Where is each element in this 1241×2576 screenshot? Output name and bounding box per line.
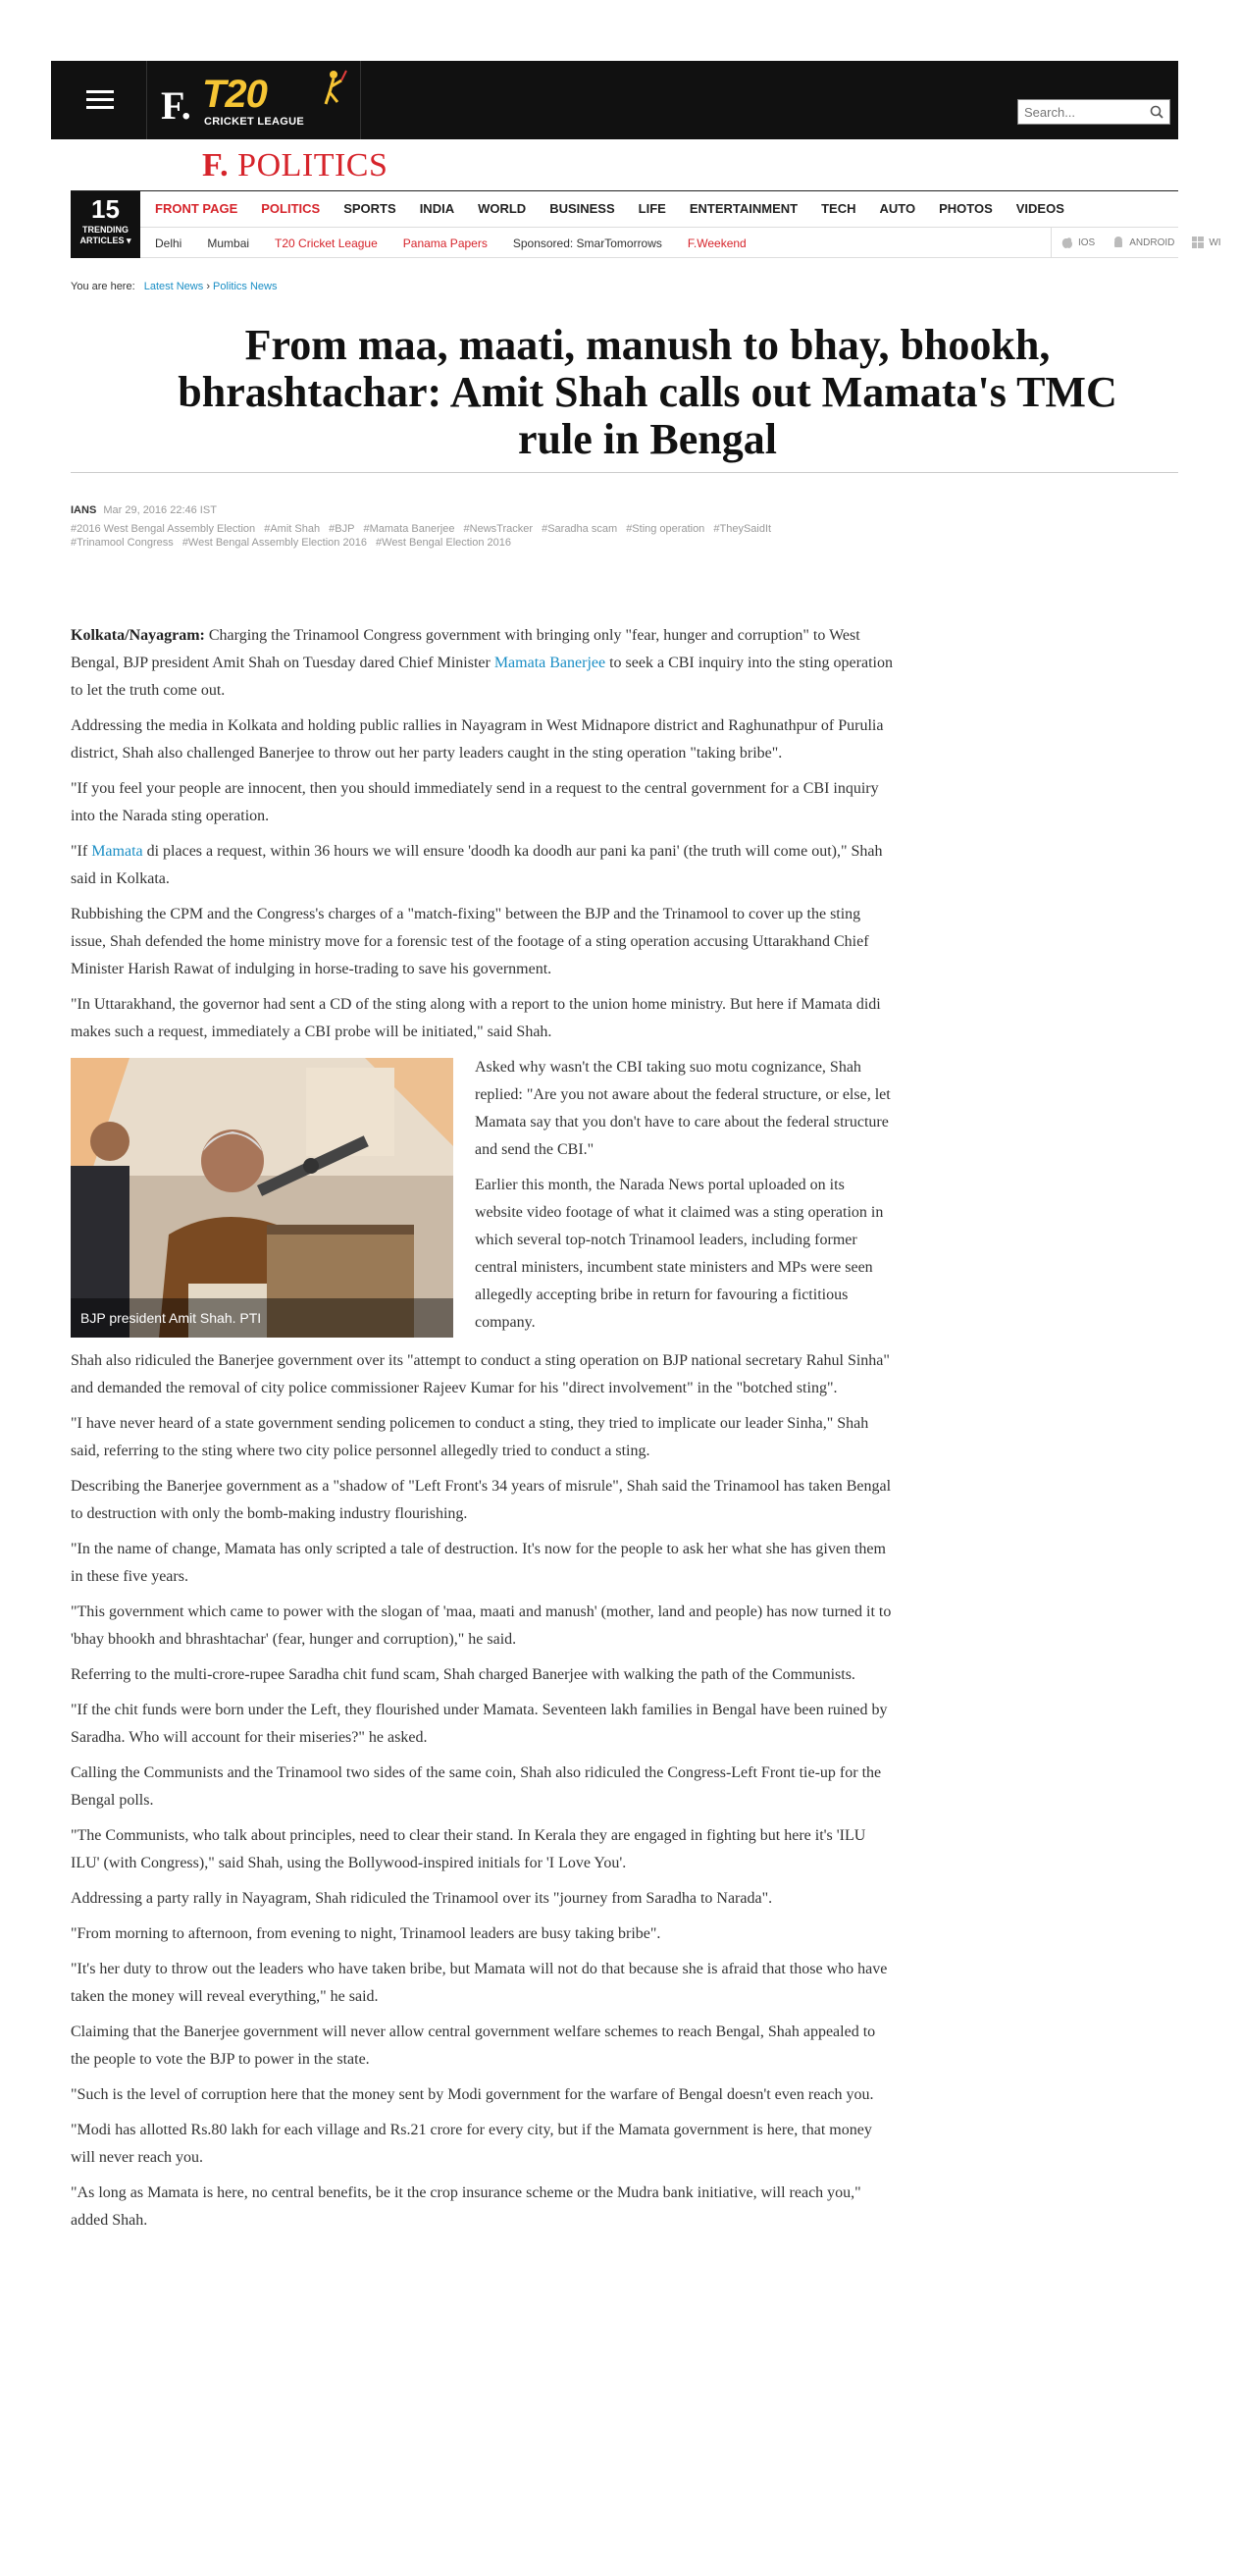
sub-nav [140, 227, 1221, 258]
nav-entertainment[interactable]: ENTERTAINMENT [689, 201, 799, 216]
subnav-mumbai[interactable]: Mumbai [207, 237, 250, 250]
tag-link[interactable]: #Mamata Banerjee [363, 523, 455, 535]
search-box [1017, 99, 1170, 125]
subnav-sponsored[interactable]: Sponsored: SmarTomorrows [512, 237, 662, 250]
subnav-panama-papers[interactable]: Panama Papers [402, 237, 488, 250]
paragraph: "As long as Mamata is here, no central benefits, be it the crop insurance scheme or the Mudra bank initiative, will reach you," added Shah. [71, 2184, 861, 2229]
breadcrumb-separator: › [206, 281, 210, 292]
nav-india[interactable]: INDIA [419, 201, 455, 216]
nav-videos[interactable]: VIDEOS [1015, 201, 1064, 216]
paragraph: Calling the Communists and the Trinamool two sides of the same coin, Shah also ridiculed the Congress-Left Front tie-up for the Bengal polls. [71, 1764, 882, 1809]
link-mamata[interactable]: Mamata [91, 843, 143, 860]
windows-icon [1192, 237, 1204, 248]
paragraph: "This government which came to power with the slogan of 'maa, maati and manush' (mother, land and people) has now turned it to 'bhay bhookh and bhrashtachar' (fear, hunger and corruption)," he said. [71, 1603, 892, 1648]
search-input[interactable] [1018, 100, 1142, 124]
paragraph: "It's her duty to throw out the leaders who have taken bribe, but Mamata will not do that because she is afraid that those who have taken the money will reveal everything," he said. [71, 1961, 888, 2005]
section-logo-name: POLITICS [237, 147, 388, 184]
site-header [51, 61, 1178, 139]
paragraph: "In the name of change, Mamata has only scripted a tale of destruction. It's now for the people to ask her what she has given them in these five years. [71, 1541, 886, 1585]
tag-link[interactable]: #Amit Shah [264, 523, 321, 535]
nav-auto[interactable]: AUTO [879, 201, 916, 216]
tag-link[interactable]: #Trinamool Congress [71, 537, 174, 549]
tag-link[interactable]: #Saradha scam [542, 523, 618, 535]
paragraph: Asked why wasn't the CBI taking suo motu cognizance, Shah replied: "Are you not aware about the federal structure, or else, let Mamata say that you don't have to care about the federal structure and send the CBI." [475, 1059, 891, 1158]
nav-photos[interactable]: PHOTOS [939, 201, 993, 216]
paragraph: "In Uttarakhand, the governor had sent a CD of the sting along with a report to the union home ministry. But here if Mamata didi makes such a request, immediately a CBI probe will be initiated," said Shah. [71, 996, 881, 1040]
search-icon[interactable] [1150, 105, 1163, 119]
nav-politics[interactable]: POLITICS [261, 201, 321, 216]
app-links [1051, 228, 1239, 257]
tag-link[interactable]: #TheySaidIt [713, 523, 772, 535]
app-link-ios[interactable]: IOS [1061, 236, 1095, 249]
paragraph: "If Mamata di places a request, within 36 hours we will ensure 'doodh ka doodh aur pani ka pani' (the truth will come out)," Shah said in Kolkata. [71, 843, 883, 887]
tag-link[interactable]: #2016 West Bengal Assembly Election [71, 523, 256, 535]
dateline: Kolkata/Nayagram: [71, 627, 205, 644]
main-nav [155, 201, 1088, 216]
paragraph: Claiming that the Banerjee government will never allow central government welfare schemes to reach Bengal, Shah appealed to the people to vote the BJP to power in the state. [71, 2024, 876, 2068]
trending-label: TRENDING ARTICLES ▾ [79, 225, 131, 245]
nav-tech[interactable]: TECH [821, 201, 856, 216]
paragraph: "Modi has allotted Rs.80 lakh for each village and Rs.21 crore for every city, but if the Mamata government is here, that money will never reach you. [71, 2122, 872, 2166]
app-link-windows[interactable]: WI [1192, 237, 1220, 248]
apple-icon [1061, 236, 1073, 249]
paragraph: Rubbishing the CPM and the Congress's charges of a "match-fixing" between the BJP and the Trinamool to cover up the sting issue, Shah defended the home ministry move for a forensic test of the footage of a sting operation accusing Uttarakhand Chief Minister Harish Rawat of indulging in horse-trading to save his government. [71, 906, 869, 977]
hamburger-menu-icon[interactable] [51, 61, 147, 139]
article-date: Mar 29, 2016 22:46 IST [103, 504, 217, 516]
paragraph: "I have never heard of a state government sending policemen to conduct a sting, they tried to implicate our leader Sinha," Shah said, referring to the sting where two city police personnel allegedly tried to conduct a sting. [71, 1415, 869, 1459]
tag-link[interactable]: #NewsTracker [463, 523, 534, 535]
paragraph: Kolkata/Nayagram: Charging the Trinamool Congress government with bringing only "fear, hunger and corruption" to West Bengal, BJP president Amit Shah on Tuesday dared Chief Minister Mamata Banerjee to seek a CBI inquiry into the sting operation to let the truth come out. [71, 627, 893, 699]
navigation [71, 190, 1221, 257]
logo-f-mark: F. [161, 83, 191, 128]
nav-front-page[interactable]: FRONT PAGE [155, 201, 238, 216]
subnav-delhi[interactable]: Delhi [155, 237, 182, 250]
amit-shah-photo [71, 1058, 453, 1338]
breadcrumb-latest-news[interactable]: Latest News [143, 281, 204, 292]
logo-t20-text: T20 [202, 73, 267, 116]
link-mamata-banerjee[interactable]: Mamata Banerjee [493, 655, 606, 671]
site-logo[interactable] [147, 61, 361, 139]
article-image [71, 1058, 453, 1338]
tag-link[interactable]: #West Bengal Assembly Election 2016 [181, 537, 367, 549]
image-caption: BJP president Amit Shah. PTI [71, 1298, 453, 1338]
tag-link[interactable]: #Sting operation [626, 523, 705, 535]
android-icon [1112, 236, 1124, 249]
app-link-android[interactable]: ANDROID [1112, 236, 1174, 249]
paragraph: Referring to the multi-crore-rupee Saradha chit fund scam, Shah charged Banerjee with walking the path of the Communists. [71, 1666, 855, 1683]
article-tags [71, 522, 816, 550]
trending-count: 15 [91, 194, 120, 224]
nav-sports[interactable]: SPORTS [343, 201, 396, 216]
breadcrumb [71, 281, 277, 292]
nav-life[interactable]: LIFE [638, 201, 666, 216]
article-source[interactable]: IANS [71, 504, 97, 516]
divider [71, 472, 1178, 473]
byline [71, 504, 217, 516]
subnav-fweekend[interactable]: F.Weekend [687, 237, 747, 250]
breadcrumb-politics-news[interactable]: Politics News [213, 281, 278, 292]
subnav-t20-cricket-league[interactable]: T20 Cricket League [275, 237, 378, 250]
tag-link[interactable]: #West Bengal Election 2016 [376, 537, 512, 549]
logo-subtitle: CRICKET LEAGUE [204, 116, 304, 128]
article-body [71, 622, 895, 2242]
section-logo-f: F. [202, 147, 230, 184]
breadcrumb-prefix: You are here: [71, 281, 135, 292]
tag-link[interactable]: #BJP [329, 523, 355, 535]
section-logo[interactable] [202, 147, 388, 184]
nav-business[interactable]: BUSINESS [549, 201, 615, 216]
nav-world[interactable]: WORLD [478, 201, 527, 216]
trending-articles-button[interactable] [71, 191, 140, 258]
paragraph: Addressing a party rally in Nayagram, Shah ridiculed the Trinamool over its "journey from Saradha to Narada". [71, 1890, 773, 1907]
paragraph: "Such is the level of corruption here that the money sent by Modi government for the warfare of Bengal doesn't even reach you. [71, 2086, 874, 2103]
cricketer-icon [320, 69, 347, 108]
paragraph: Addressing the media in Kolkata and holding public rallies in Nayagram in West Midnapore district and Raghunathpur of Purulia district, Shah also challenged Banerjee to throw out her party leaders caught in the sting operation "taking bribe". [71, 717, 884, 762]
paragraph: Earlier this month, the Narada News portal uploaded on its website video footage of what it claimed was a sting operation in which several top-notch Trinamool leaders, including former central ministers, incumbent state ministers and MPs were seen allegedly accepting bribe in return for favouring a fictitious company. [475, 1177, 884, 1331]
paragraph: Shah also ridiculed the Banerjee government over its "attempt to conduct a sting operation on BJP national secretary Rahul Sinha" and demanded the removal of city police commissioner Rajeev Kumar for his "direct involvement" in the "botched sting". [71, 1352, 890, 1396]
paragraph: "If you feel your people are innocent, then you should immediately send in a request to the central government for a CBI inquiry into the Narada sting operation. [71, 780, 879, 824]
paragraph: "The Communists, who talk about principles, need to clear their stand. In Kerala they are engaged in fighting but here it's 'ILU ILU' (with Congress)," said Shah, using the Bollywood-inspired initials for 'I Love You'. [71, 1827, 866, 1871]
paragraph: "If the chit funds were born under the Left, they flourished under Mamata. Seventeen lakh families in Bengal have been ruined by Saradha. Who will account for their miseries?" he asked. [71, 1702, 888, 1746]
paragraph: "From morning to afternoon, from evening to night, Trinamool leaders are busy taking bribe". [71, 1925, 661, 1942]
article-headline: From maa, maati, manush to bhay, bhookh, bhrashtachar: Amit Shah calls out Mamata's TMC rule in Bengal [178, 321, 1117, 463]
paragraph: Describing the Banerjee government as a "shadow of "Left Front's 34 years of misrule", Shah said the Trinamool has taken Bengal to destruction with only the bomb-making industry flourishing. [71, 1478, 892, 1522]
